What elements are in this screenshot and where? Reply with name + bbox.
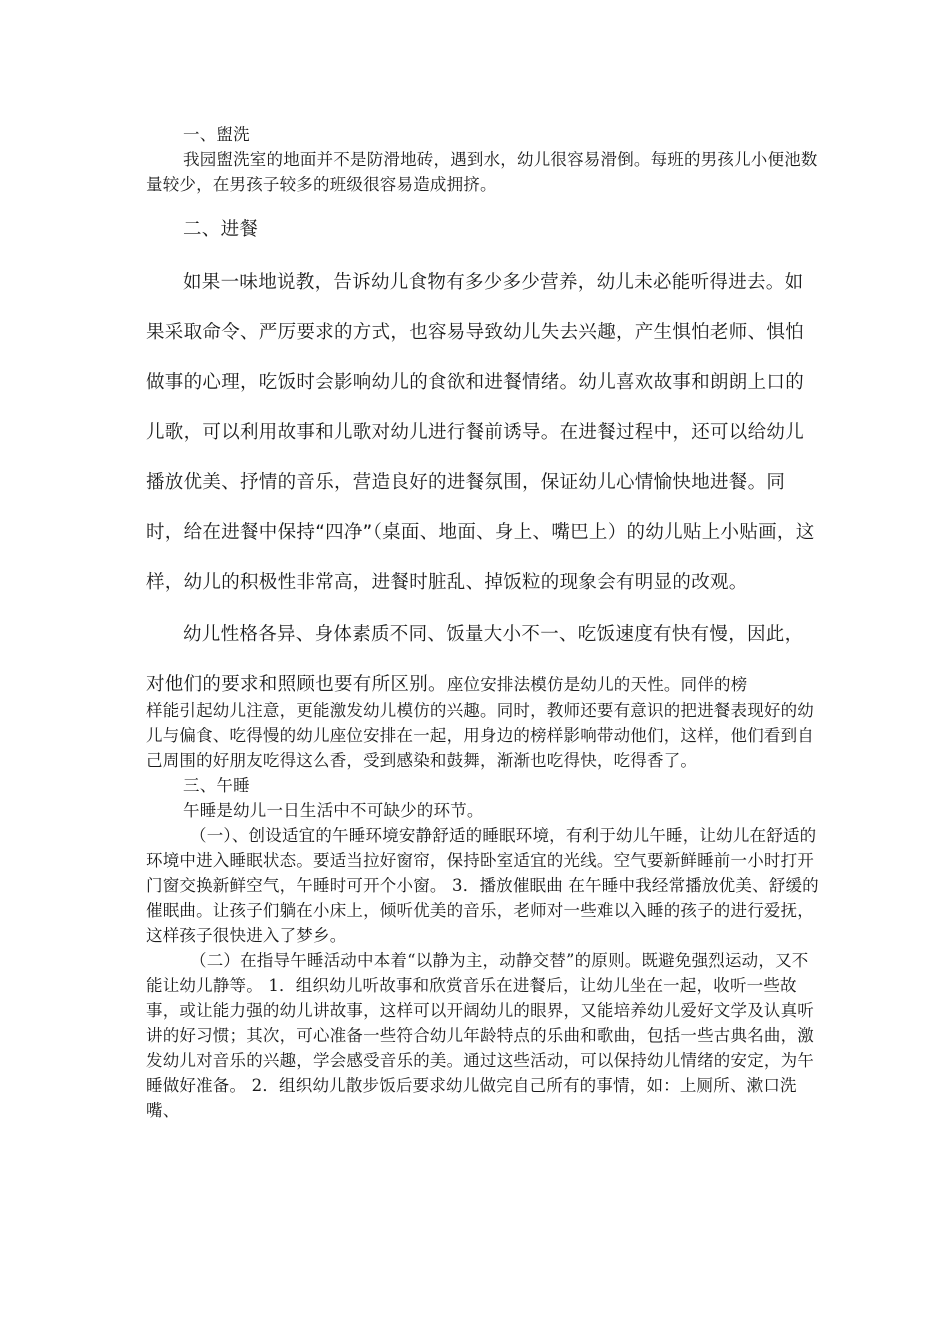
section-heading-washing: 一、盥洗 [183,125,250,144]
section-heading-meals: 二、进餐 [183,219,259,240]
document-page [146,122,822,1123]
paragraph-meals-2 [146,610,822,710]
paragraph-nap-1: 午睡是幼儿一日生活中不可缺少的环节。 [183,801,484,820]
paragraph-nap-3: （二）在指导午睡活动中本着“以静为主，动静交替”的原则。既避免强烈运动，又不能让幼儿静等。 1．组织幼儿听故事和欣赏音乐在进餐后，让幼儿坐在一起，收听一些故事，或让能力强的幼儿讲故事，这样可以开阔幼儿的眼界，又能培养幼儿爱好文学及认真听讲的好习惯；其次，可心准备一些符合幼儿年龄特点的乐曲和歌曲，包括一些古典名曲，激发幼儿对音乐的兴趣，学会感受音乐的美。通过这些活动，可以保持幼儿情绪的安定，为午睡做好准备。 2．组织幼儿散步饭后要求幼儿做完自己所有的事情，如：上厕所、漱口洗嘴、 [146,951,814,1120]
paragraph-meals-2-bold: 幼儿性格各异、身体素质不同、饭量大小不一、吃饭速度有快有慢，因此，对他们的要求和照顾也要有所区别。 [146,624,804,695]
paragraph-meals-1: 如果一味地说教，告诉幼儿食物有多少多少营养，幼儿未必能听得进去。如果采取命令、严厉要求的方式，也容易导致幼儿失去兴趣，产生惧怕老师、惧怕做事的心理，吃饭时会影响幼儿的食欲和进餐情绪。幼儿喜欢故事和朗朗上口的儿歌，可以利用故事和儿歌对幼儿进行餐前诱导。在进餐过程中，还可以给幼儿播放优美、抒情的音乐，营造良好的进餐氛围，保证幼儿心情愉快地进餐。同时，给在进餐中保持“四净”（桌面、地面、身上、嘴巴上）的幼儿贴上小贴画，这样，幼儿的积极性非常高，进餐时脏乱、掉饭粒的现象会有明显的改观。 [146,272,815,593]
paragraph-meals-2-continued: 样能引起幼儿注意，更能激发幼儿模仿的兴趣。同时，教师还要有意识的把进餐表现好的幼儿与偏食、吃得慢的幼儿座位安排在一起，用身边的榜样影响带动他们，这样，他们看到自己周围的好朋友吃得这么香，受到感染和鼓舞，渐渐也吃得快，吃得香了。 [146,701,814,770]
paragraph-washing: 我园盥洗室的地面并不是防滑地砖，遇到水，幼儿很容易滑倒。每班的男孩儿小便池数量较少，在男孩子较多的班级很容易造成拥挤。 [146,150,818,194]
paragraph-nap-2: （一）、创设适宜的午睡环境安静舒适的睡眠环境，有利于幼儿午睡，让幼儿在舒适的环境中进入睡眠状态。要适当拉好窗帘，保持卧室适宜的光线。空气要新鲜睡前一小时打开门窗交换新鲜空气，午睡时可开个小窗。 3．播放催眠曲 在午睡中我经常播放优美、舒缓的催眠曲。让孩子们躺在小床上，倾听优美的音乐，老师对一些难以入睡的孩子的进行爱抚，这样孩子很快进入了梦乡。 [146,826,819,945]
paragraph-meals-2-tail: 座位安排法模仿是幼儿的天性。同伴的榜 [446,675,748,694]
section-heading-nap: 三、午睡 [183,776,250,795]
